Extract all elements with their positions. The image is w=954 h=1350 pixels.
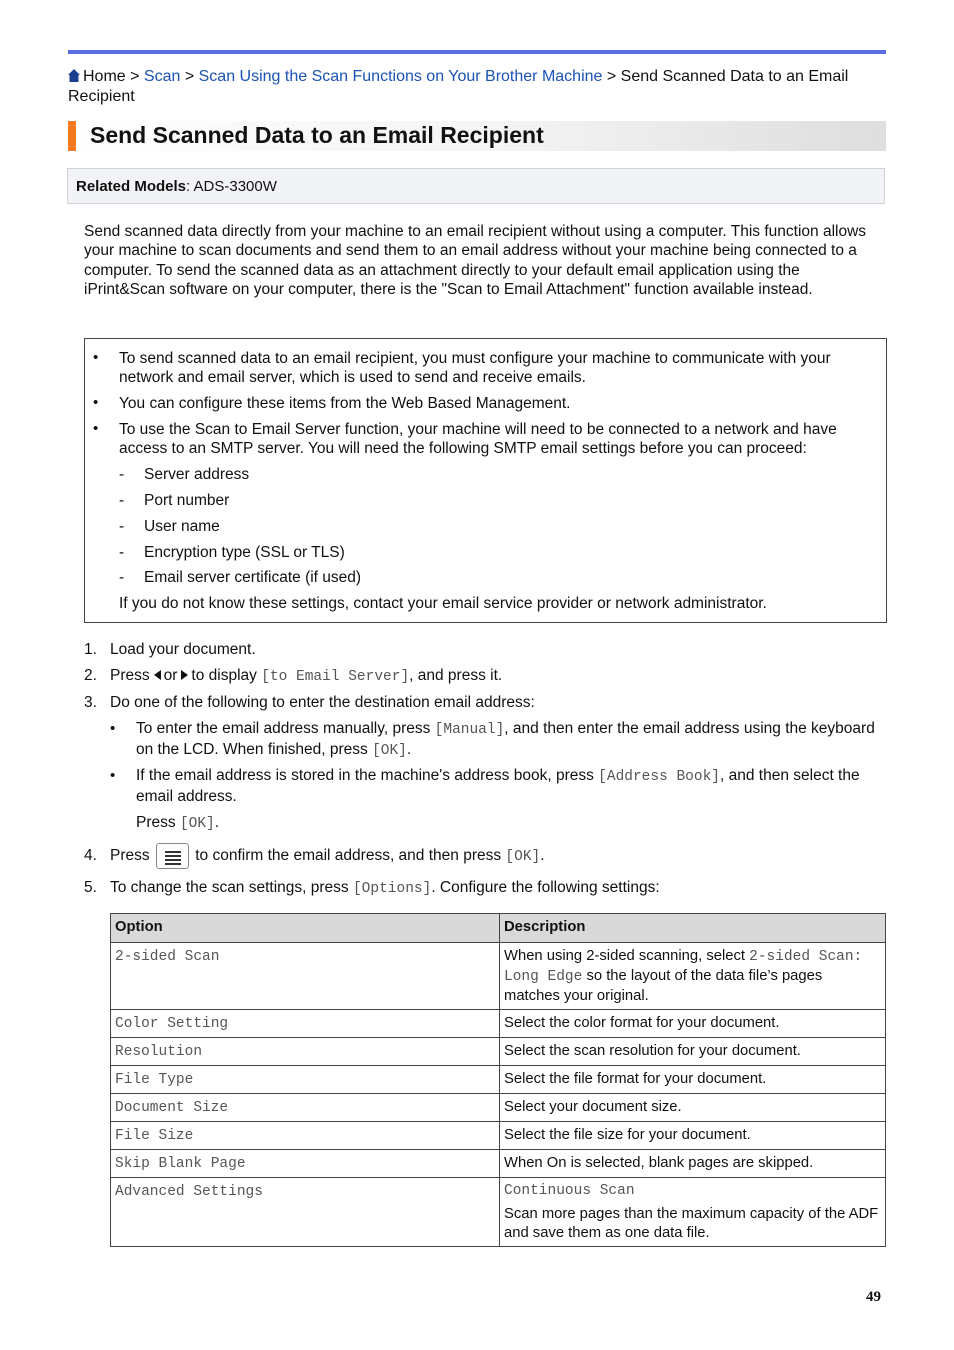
table-row — [111, 1094, 886, 1122]
dash: - — [119, 492, 125, 509]
description-cell — [500, 1178, 886, 1247]
option-name: Resolution — [115, 1044, 203, 1060]
home-icon — [68, 69, 80, 82]
note-footer: If you do not know these settings, contact your email service provider or network administrator. — [119, 595, 767, 612]
note-item-configure: To send scanned data to an email recipient, you must configure your machine to communicate with your network and email server, which is used to send and receive emails. — [119, 350, 831, 387]
description-cell: Select your document size. — [500, 1094, 886, 1122]
dash: - — [119, 569, 125, 586]
step-text: To enter the email address manually, press — [136, 720, 431, 737]
note-item-smtp: To use the Scan to Email Server function, your machine will need to be connected to a network and have access to an SMTP server. You will need the following SMTP email settings before you can proceed: — [119, 421, 837, 458]
menu-icon — [156, 843, 189, 869]
option-name: File Size — [115, 1128, 194, 1144]
lcd-option-address-book: [Address Book] — [598, 769, 720, 785]
option-cell — [111, 1066, 500, 1094]
option-cell — [111, 1038, 500, 1066]
lcd-option-manual: [Manual] — [434, 722, 505, 738]
breadcrumb-link-scan-functions[interactable]: Scan Using the Scan Functions on Your Brother Machine — [198, 68, 603, 85]
lcd-option-options: [Options] — [352, 881, 432, 897]
smtp-setting: Encryption type (SSL or TLS) — [144, 544, 345, 561]
description-cell: Select the file size for your document. — [500, 1122, 886, 1150]
smtp-setting: Server address — [144, 466, 250, 483]
breadcrumb-current: Send Scanned Data to an Email Recipient — [68, 68, 849, 105]
step-press-ok — [136, 813, 219, 834]
step-text: to display — [191, 667, 257, 684]
smtp-setting: Port number — [144, 492, 230, 509]
option-value: 2-sided Scan: Long Edge — [504, 949, 863, 985]
step-change-settings — [110, 878, 870, 899]
option-name: File Type — [115, 1072, 194, 1088]
table-row — [111, 1010, 886, 1038]
option-cell — [111, 1122, 500, 1150]
bullet: • — [93, 349, 99, 366]
note-item-web-management: You can configure these items from the Web Based Management. — [119, 395, 571, 412]
step-enter-destination: Do one of the following to enter the destination email address: — [110, 694, 535, 711]
description-cell: When On is selected, blank pages are skipped. — [500, 1150, 886, 1178]
bullet: • — [110, 767, 116, 784]
step-number: 3. — [84, 694, 97, 711]
step-text: Press — [110, 847, 150, 865]
step-text: Press — [110, 667, 150, 684]
step-confirm-email — [110, 843, 870, 870]
step-text: , and then select the email address. — [136, 767, 860, 806]
lcd-option-ok: [OK] — [179, 816, 215, 832]
step-address-book — [136, 766, 876, 807]
table-row — [111, 1178, 886, 1247]
option-cell — [111, 943, 500, 1010]
dash: - — [119, 518, 125, 535]
step-number: 5. — [84, 879, 97, 896]
breadcrumb-separator: > — [180, 68, 199, 85]
smtp-setting: Email server certificate (if used) — [144, 569, 362, 586]
option-name: Color Setting — [115, 1016, 229, 1032]
step-display-email-server — [110, 666, 870, 687]
option-name: Advanced Settings — [115, 1184, 263, 1200]
bullet: • — [110, 720, 116, 737]
top-accent-bar — [68, 50, 886, 54]
intro-paragraph: Send scanned data directly from your machine to an email recipient without using a computer. This function allows your machine to scan documents and send them to an email address without your machine being connected to a computer. To send the scanned data as an attachment directly to your default email application using the iPrint&Scan software on your computer, there is the "Scan to Email Attachment" function available instead. — [84, 223, 867, 298]
step-text: . — [214, 814, 220, 831]
step-number: 1. — [84, 641, 97, 658]
bullet: • — [93, 420, 99, 437]
page-title: Send Scanned Data to an Email Recipient — [90, 122, 544, 148]
description-text: so the layout of the data file’s pages matches your original. — [504, 968, 823, 1004]
table-header-row — [111, 914, 886, 943]
dash: - — [119, 544, 125, 561]
left-arrow-icon — [154, 670, 161, 680]
description-cell: Select the color format for your document. — [500, 1010, 886, 1038]
step-text: . — [406, 741, 412, 759]
description-text: When using 2-sided scanning, select — [504, 948, 745, 964]
smtp-setting: User name — [144, 518, 220, 535]
table-row — [111, 1122, 886, 1150]
breadcrumb — [68, 67, 886, 107]
table-row — [111, 1150, 886, 1178]
option-cell — [111, 1150, 500, 1178]
lcd-option-ok: [OK] — [372, 743, 407, 760]
option-name: 2-sided Scan — [115, 949, 220, 965]
step-text: , and press it. — [409, 667, 503, 684]
lcd-option-to-email-server: [to Email Server] — [261, 669, 410, 685]
breadcrumb-separator: > — [602, 68, 621, 85]
step-text: or — [163, 667, 178, 684]
step-text: . Configure the following settings: — [431, 879, 660, 896]
related-models-value: : ADS-3300W — [186, 178, 277, 195]
description-cell: Select the scan resolution for your document. — [500, 1038, 886, 1066]
option-cell — [111, 1178, 500, 1247]
settings-table — [110, 913, 886, 1247]
step-text: to confirm the email address, and then press — [195, 847, 502, 865]
right-arrow-icon — [181, 670, 188, 680]
option-name: Skip Blank Page — [115, 1156, 246, 1172]
step-number: 2. — [84, 667, 97, 684]
description-text: Scan more pages than the maximum capacity of the ADF and save them as one data file. — [504, 1206, 879, 1241]
option-cell — [111, 1094, 500, 1122]
title-banner — [68, 121, 886, 151]
option-cell — [111, 1010, 500, 1038]
step-text: If the email address is stored in the machine's address book, press — [136, 767, 594, 784]
description-cell: Select the file format for your document. — [500, 1066, 886, 1094]
note-box — [84, 338, 887, 623]
column-header-description: Description — [500, 914, 886, 943]
step-text: . — [540, 847, 545, 865]
table-row — [111, 1038, 886, 1066]
dash: - — [119, 466, 125, 483]
lcd-option-ok: [OK] — [505, 849, 541, 866]
option-name: Document Size — [115, 1100, 229, 1116]
step-text: To change the scan settings, press — [110, 879, 349, 896]
related-models-label: Related Models — [76, 178, 187, 195]
step-text: , and then enter the email address using the keyboard on the LCD. When finished, press — [136, 720, 875, 759]
step-load-document: Load your document. — [110, 641, 256, 658]
breadcrumb-separator: > — [125, 68, 144, 85]
table-row — [111, 1066, 886, 1094]
table-row — [111, 943, 886, 1010]
step-text: Press — [136, 814, 176, 831]
bullet: • — [93, 394, 99, 411]
column-header-option: Option — [111, 914, 500, 943]
breadcrumb-link-scan[interactable]: Scan — [143, 68, 181, 85]
breadcrumb-home[interactable]: Home — [83, 68, 126, 85]
related-models — [67, 168, 885, 204]
description-cell — [500, 943, 886, 1010]
step-number: 4. — [84, 847, 97, 864]
title-marker — [68, 121, 76, 151]
step-manual-entry — [136, 719, 876, 762]
page-number: 49 — [866, 1289, 881, 1305]
option-value: Continuous Scan — [504, 1183, 635, 1199]
